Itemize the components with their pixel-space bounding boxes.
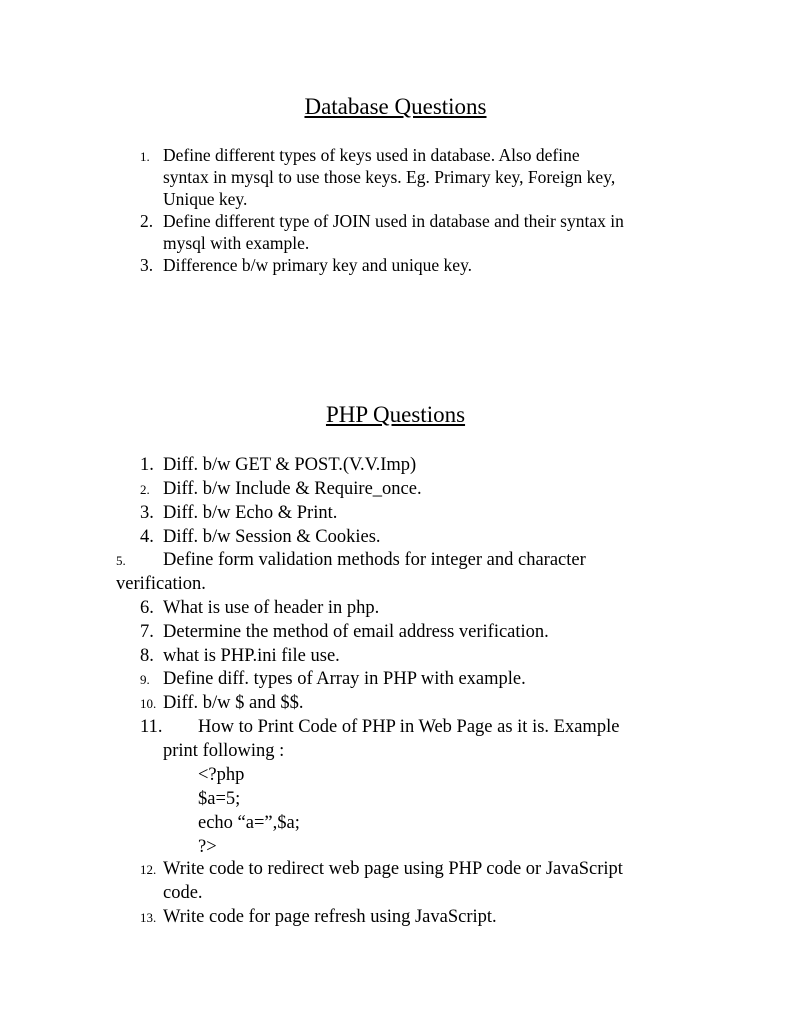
list-item-text: Diff. b/w Echo & Print. [163,503,338,523]
list-item-number: 3. [140,503,154,523]
list-item-text: what is PHP.ini file use. [163,646,340,666]
list-item-number: 3. [140,255,154,275]
list-item-text: mysql with example. [163,233,310,253]
php-questions-title: PHP Questions [325,402,466,427]
list-item-text: Unique key. [163,189,248,209]
list-item-number: 11. [140,717,163,737]
database-questions-title: Database Questions [304,94,487,119]
list-item-number: 13. [140,910,157,925]
list-item-number: 1. [140,149,150,164]
list-item-text: Determine the method of email address verification. [163,622,549,642]
list-item-number: 6. [140,598,154,618]
list-item-text: What is use of header in php. [163,598,380,618]
list-item-text: Difference b/w primary key and unique key. [163,255,473,275]
list-item-text: code. [163,883,203,903]
list-item-text: syntax in mysql to use those keys. Eg. Primary key, Foreign key, [163,167,616,187]
list-item-text: Write code for page refresh using JavaScript. [163,907,497,927]
list-item-number: 5. [116,553,126,568]
list-item-number: 1. [140,455,154,475]
list-item-number: 12. [140,862,157,877]
code-line: $a=5; [198,789,241,809]
list-item-number: 9. [140,672,150,687]
list-item-number: 10. [140,696,157,711]
list-item-text: How to Print Code of PHP in Web Page as it is. Example [198,717,620,737]
list-item-text: Diff. b/w Session & Cookies. [163,527,381,547]
list-item-text: print following : [163,741,285,761]
list-item-text: Define diff. types of Array in PHP with example. [163,669,526,689]
list-item-text: Diff. b/w Include & Require_once. [163,479,422,499]
list-item-text: Diff. b/w GET & POST.(V.V.Imp) [163,455,417,475]
code-line: <?php [198,765,245,785]
code-line: ?> [198,837,217,857]
list-item-text: Define form validation methods for integer and character [163,550,586,570]
list-item-text: Write code to redirect web page using PHP code or JavaScript [163,859,623,879]
list-item-number: 7. [140,622,154,642]
list-item-text: Diff. b/w $ and $$. [163,693,304,713]
list-item-number: 2. [140,482,150,497]
code-line: echo “a=”,$a; [198,813,300,833]
list-item-text: Define different type of JOIN used in database and their syntax in [163,211,624,231]
list-item-text: verification. [116,574,206,594]
list-item-number: 4. [140,527,154,547]
list-item-number: 2. [140,211,154,231]
list-item-text: Define different types of keys used in database. Also define [163,145,580,165]
list-item-number: 8. [140,646,154,666]
